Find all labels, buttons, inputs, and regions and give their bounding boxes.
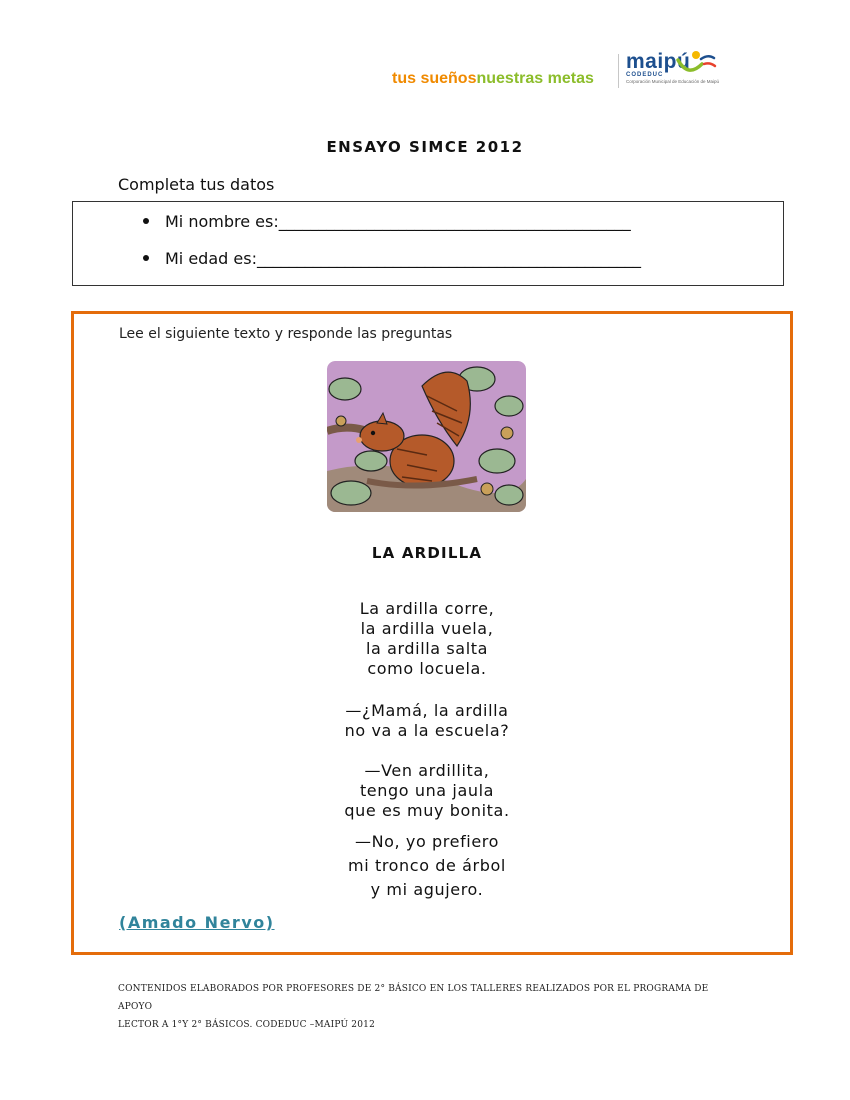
document-title: ENSAYO SIMCE 2012 (326, 138, 524, 156)
poem-stanza (74, 761, 780, 821)
footer-line-2: LECTOR A 1°Y 2° BÁSICOS. CODEDUC –MAIPÚ 2012 (118, 1020, 376, 1030)
squirrel-illustration (327, 361, 526, 512)
poem-stanza (74, 599, 780, 679)
age-field-blank[interactable]: ________________________________________________ (256, 249, 641, 268)
reading-box (71, 311, 793, 955)
slogan (392, 70, 594, 88)
name-field-label: Mi nombre es: (165, 212, 279, 231)
brand-name: maipú (626, 50, 691, 73)
reading-instruction: Lee el siguiente texto y responde las preguntas (119, 326, 453, 342)
poem-line: y mi agujero. (370, 880, 484, 899)
age-field-label: Mi edad es: (165, 249, 257, 268)
poem-line: La ardilla corre, (359, 599, 495, 618)
poem-line: —Ven ardillita, (364, 761, 490, 780)
poem-line: mi tronco de árbol (348, 856, 506, 875)
bullet-icon (143, 218, 149, 224)
poem-line: —¿Mamá, la ardilla (345, 701, 509, 720)
page-footer (118, 980, 738, 1034)
poem-line: —No, yo prefiero (354, 832, 500, 851)
poem-title: LA ARDILLA (371, 544, 483, 562)
bullet-icon (143, 255, 149, 261)
name-field-row (143, 212, 631, 231)
poem-line: no va a la escuela? (344, 721, 510, 740)
form-intro: Completa tus datos (118, 175, 275, 194)
poem-line: que es muy bonita. (344, 801, 510, 820)
poem-author: (Amado Nervo) (119, 913, 275, 932)
poem-line: la ardilla vuela, (360, 619, 494, 638)
footer-line-1: CONTENIDOS ELABORADOS POR PROFESORES DE 2° BÁSICO EN LOS TALLERES REALIZADOS POR EL PROGRAMA DE APOYO (118, 984, 709, 1012)
poem-stanza (74, 830, 780, 902)
poem-stanza (74, 701, 780, 741)
brand-sub: CODEDUC (626, 72, 664, 78)
slogan-part-1: tus sueños (392, 70, 477, 87)
brand-caption: Corporación Municipal de Educación de Maipú (626, 79, 720, 84)
age-field-row (143, 249, 641, 268)
student-data-box (72, 201, 784, 286)
poem-line: como locuela. (367, 659, 487, 678)
poem-line: tengo una jaula (359, 781, 495, 800)
maipu-logo-icon (674, 48, 720, 78)
brand-divider (618, 54, 619, 88)
slogan-part-2: nuestras metas (476, 70, 594, 87)
name-field-blank[interactable]: ____________________________________________ (278, 212, 631, 231)
poem-line: la ardilla salta (365, 639, 489, 658)
